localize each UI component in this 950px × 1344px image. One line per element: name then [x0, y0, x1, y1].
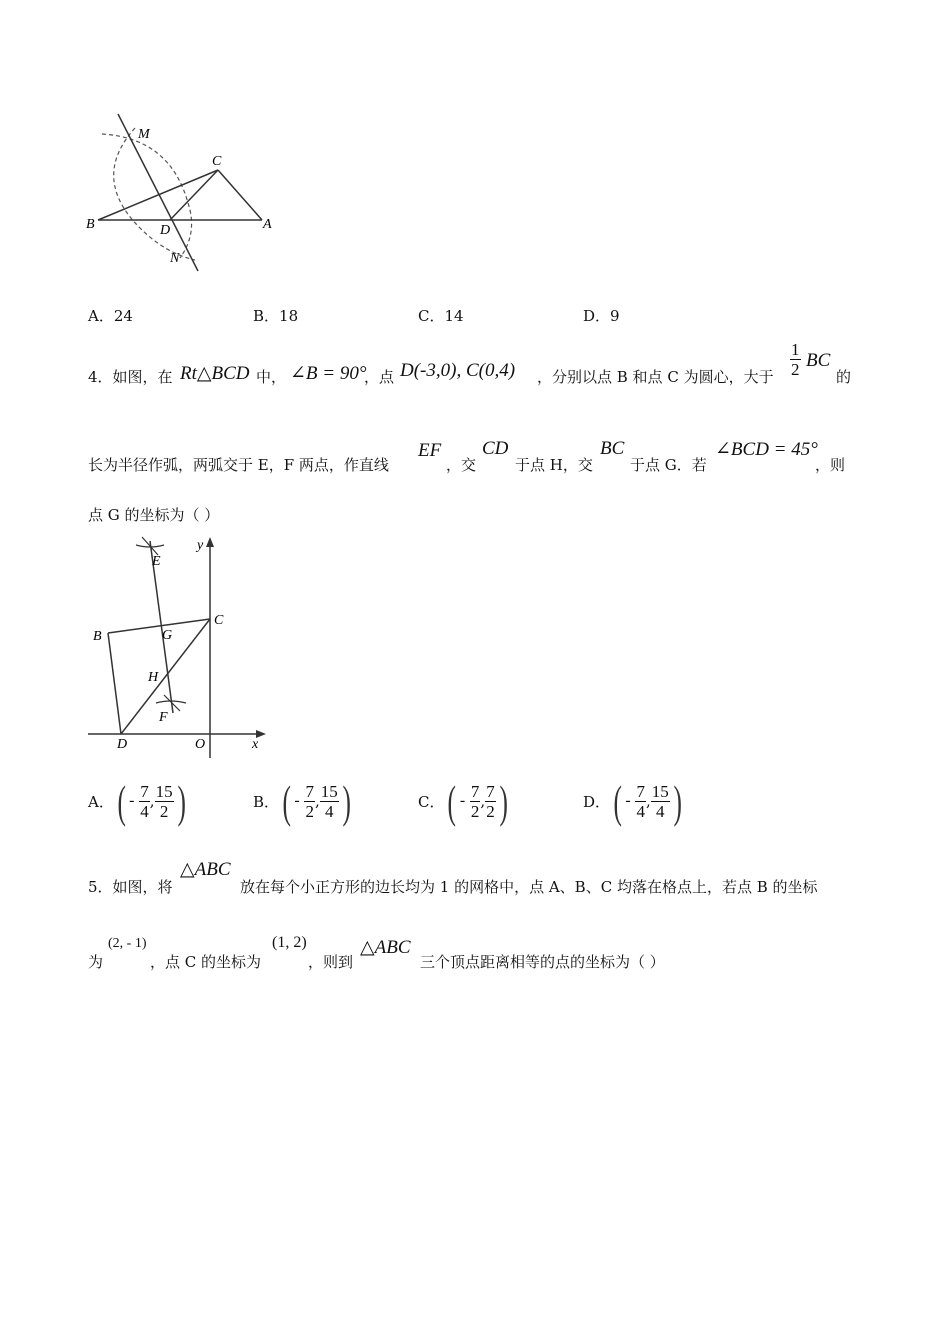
q5-triangle-ABC: △ABC	[180, 859, 231, 880]
q3-option-a	[88, 305, 133, 326]
right-paren: )	[177, 775, 186, 827]
q4-question-line: 点 G 的坐标为（ ）	[88, 506, 220, 524]
q4-label-y: y	[197, 538, 204, 553]
q5-text: ，点 C 的坐标为	[150, 953, 262, 971]
q4-EF: EF	[418, 440, 442, 461]
q3-option-d	[583, 305, 620, 326]
q5-B-coordinate: (2, - 1)	[108, 936, 147, 951]
q3-label-B: B	[86, 217, 95, 232]
denominator: 2	[486, 801, 495, 821]
option-letter: D．	[583, 792, 611, 811]
q4-text: ，交	[446, 456, 477, 474]
tri-symbol: △BCD	[196, 363, 250, 384]
question-number: 5．	[88, 878, 113, 896]
q4-text: 如图，在	[112, 368, 173, 386]
right-paren: )	[342, 775, 351, 827]
denominator: 4	[140, 801, 149, 821]
q4-seg-BD	[108, 633, 121, 734]
q3-option-c	[418, 305, 464, 326]
option-letter: A．	[88, 792, 114, 811]
numerator: 7	[486, 781, 495, 801]
numerator: 7	[140, 781, 149, 801]
q3-option-b	[253, 305, 298, 326]
q3-seg-CA	[218, 170, 262, 220]
option-letter: A．	[88, 307, 114, 325]
left-paren: (	[282, 775, 291, 827]
left-paren: (	[117, 775, 126, 827]
q4-half-fraction	[790, 340, 801, 379]
denominator: 4	[636, 801, 645, 821]
q3-seg-BC	[98, 170, 218, 220]
q4-points-DC: D(-3,0), C(0,4)	[400, 360, 516, 381]
q4-option-b: B． ( - $\frac{7}{2}$ , $\frac{15}{4}$ )	[253, 775, 351, 827]
x-fraction	[304, 782, 315, 821]
q4-label-B: B	[93, 629, 102, 644]
q3-line-MN	[118, 114, 198, 271]
q4-CD: CD	[482, 438, 509, 459]
minus-sign: -	[129, 792, 135, 809]
minus-sign: -	[625, 792, 631, 809]
denominator: 2	[470, 801, 480, 821]
y-fraction	[320, 782, 339, 821]
q4-BC-line: BC	[600, 438, 625, 459]
denominator: 4	[325, 801, 334, 821]
q4-label-F: F	[159, 710, 168, 725]
q4-angle-B: ∠B = 90°	[290, 363, 367, 384]
option-letter: B．	[253, 792, 280, 811]
q5-text: 放在每个小正方形的边长均为 1 的网格中，点 A、B、C 均落在格点上，若点 B 的坐标	[240, 878, 818, 896]
right-paren: )	[499, 775, 508, 827]
numerator: 15	[320, 781, 338, 801]
q4-label-O: O	[195, 737, 206, 752]
q4-triangle-BCD	[180, 362, 250, 385]
y-fraction	[155, 782, 174, 821]
option-letter: C．	[418, 307, 445, 325]
q4-option-c: C． ( - $\frac{7}{2}$ , $\frac{7}{2}$ )	[418, 775, 508, 827]
denominator: 2	[305, 801, 314, 821]
numerator: 7	[470, 781, 480, 801]
q4-text: ，则	[815, 456, 846, 474]
q4-option-d: D． ( - $\frac{7}{4}$ , $\frac{15}{4}$ )	[583, 775, 682, 827]
numerator: 15	[651, 781, 669, 801]
q5-text: 如图，将	[112, 878, 173, 896]
q5-text: ，则到	[308, 953, 354, 971]
q4-y-arrow	[206, 537, 214, 547]
q4-label-C: C	[214, 613, 224, 628]
q4-label-E: E	[152, 554, 161, 569]
q4-angle-BCD: ∠BCD = 45°	[715, 439, 818, 460]
q5-C-coordinate: (1, 2)	[272, 934, 307, 951]
minus-sign: -	[459, 792, 466, 809]
option-letter: C．	[418, 792, 445, 811]
q4-label-x: x	[252, 737, 259, 752]
q3-label-M: M	[138, 127, 150, 142]
q4-text: 长为半径作弧，两弧交于 E，F 两点，作直线	[88, 456, 389, 474]
left-paren: (	[613, 775, 622, 827]
q4-seg-BC	[108, 619, 210, 633]
y-fraction	[485, 782, 496, 821]
option-value: 9	[610, 307, 620, 325]
q4-label-D: D	[117, 737, 128, 752]
q4-text: 于点 G．若	[630, 456, 707, 474]
q4-BC: BC	[806, 350, 831, 371]
x-fraction	[635, 782, 646, 821]
y-fraction	[651, 782, 670, 821]
q4-figure	[80, 533, 280, 758]
question-number: 4．	[88, 368, 113, 386]
q3-label-D: D	[160, 223, 171, 238]
q5-text: 为	[88, 953, 104, 971]
q4-text: ，点	[364, 368, 395, 386]
q4-label-H: H	[148, 670, 159, 685]
option-letter: D．	[583, 307, 611, 325]
q4-text: 中，	[256, 368, 287, 386]
q3-label-N: N	[170, 251, 180, 266]
left-paren: (	[447, 775, 457, 827]
numerator: 15	[155, 781, 173, 801]
q3-arc-right	[102, 134, 192, 258]
minus-sign: -	[294, 792, 300, 809]
q4-text: 于点 H，交	[515, 456, 593, 474]
x-fraction	[470, 782, 481, 821]
numerator: 7	[305, 781, 314, 801]
right-paren: )	[673, 775, 682, 827]
denominator: 4	[656, 801, 665, 821]
numerator: 7	[636, 781, 645, 801]
denominator: 2	[791, 360, 800, 379]
option-letter: B．	[253, 307, 280, 325]
numerator: 1	[791, 340, 800, 359]
q5-intro	[88, 876, 173, 897]
q5-text: 三个顶点距离相等的点的坐标为（ ）	[420, 953, 665, 971]
q3-label-A: A	[263, 217, 272, 232]
x-fraction	[139, 782, 150, 821]
option-value: 18	[279, 307, 299, 325]
q4-text: 的	[836, 368, 852, 386]
rt-symbol: Rt	[180, 363, 197, 384]
q4-option-a: A． ( - $\frac{7}{4}$ , $\frac{15}{2}$ )	[88, 775, 186, 827]
q5-triangle-ABC-2: △ABC	[360, 937, 411, 958]
q3-figure	[80, 108, 290, 278]
option-value: 24	[113, 307, 133, 325]
q4-text: ，分别以点 B 和点 C 为圆心，大于	[537, 368, 774, 386]
option-value: 14	[444, 307, 464, 325]
q4-arc-E2	[142, 537, 158, 555]
denominator: 2	[159, 801, 169, 821]
q4-number-and-intro	[88, 366, 173, 387]
q3-label-C: C	[212, 154, 222, 169]
q4-label-G: G	[162, 628, 173, 643]
